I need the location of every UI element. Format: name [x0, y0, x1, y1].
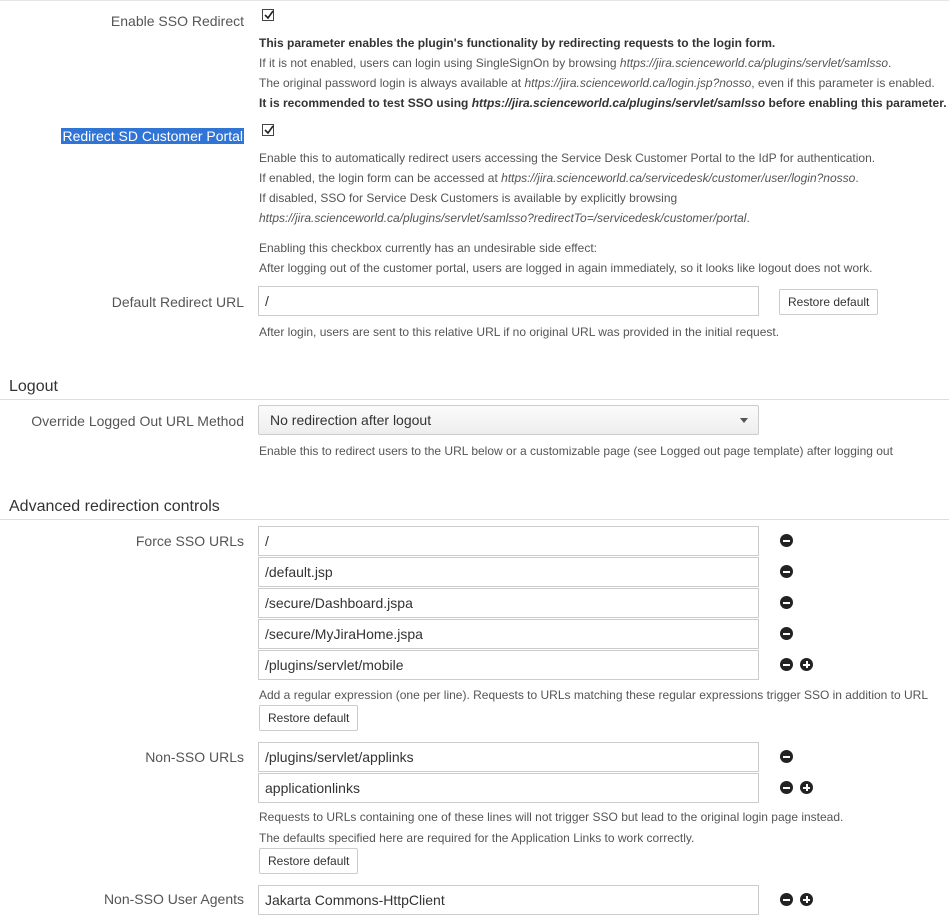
- non-sso-restore-button[interactable]: Restore default: [259, 848, 358, 874]
- default-redirect-url-input[interactable]: /: [258, 286, 759, 316]
- sd-portal-desc-4: https://jira.scienceworld.ca/plugins/servlet/samlsso?redirectTo=/servicedesk/customer/portal.: [259, 211, 750, 225]
- sso-redirect-desc-3: The original password login is always available at https://jira.scienceworld.ca/login.jsp?nosso, even if this parameter is enabled.: [259, 76, 935, 90]
- plus-circle-icon[interactable]: [800, 658, 813, 671]
- minus-circle-icon[interactable]: [780, 893, 793, 906]
- non-sso-url-input[interactable]: applicationlinks: [258, 773, 759, 803]
- checkbox-checked-icon: [264, 10, 274, 20]
- advanced-heading: Advanced redirection controls: [9, 498, 220, 515]
- logout-divider: [0, 399, 949, 400]
- force-sso-url-input[interactable]: /secure/MyJiraHome.jspa: [258, 619, 759, 649]
- sd-portal-desc-2: If enabled, the login form can be accessed at https://jira.scienceworld.ca/servicedesk/customer/user/login?nosso.: [259, 171, 859, 185]
- minus-circle-icon[interactable]: [780, 658, 793, 671]
- override-logout-value: No redirection after logout: [270, 412, 432, 428]
- default-redirect-desc: After login, users are sent to this relative URL if no original URL was provided in the initial request.: [259, 325, 780, 339]
- non-sso-user-agents-label: Non-SSO User Agents: [103, 891, 244, 907]
- plus-circle-icon[interactable]: [800, 893, 813, 906]
- force-sso-url-input[interactable]: /plugins/servlet/mobile: [258, 650, 759, 680]
- enable-sso-redirect-checkbox[interactable]: [262, 9, 274, 21]
- minus-circle-icon[interactable]: [780, 534, 793, 547]
- logout-heading: Logout: [9, 378, 58, 395]
- minus-circle-icon[interactable]: [780, 781, 793, 794]
- non-sso-urls-label: Non-SSO URLs: [145, 749, 244, 765]
- checkbox-checked-icon: [264, 125, 274, 135]
- override-logout-select[interactable]: [258, 405, 759, 435]
- minus-circle-icon[interactable]: [780, 596, 793, 609]
- sd-portal-desc-1: Enable this to automatically redirect users accessing the Service Desk Customer Portal to the IdP for authentication.: [259, 151, 876, 165]
- override-logout-label: Override Logged Out URL Method: [31, 413, 244, 429]
- plus-circle-icon[interactable]: [800, 781, 813, 794]
- non-sso-user-agent-input[interactable]: Jakarta Commons-HttpClient: [258, 885, 759, 915]
- redirect-sd-portal-label: Redirect SD Customer Portal: [62, 128, 243, 144]
- minus-circle-icon[interactable]: [780, 627, 793, 640]
- non-sso-url-input[interactable]: /plugins/servlet/applinks: [258, 742, 759, 772]
- enable-sso-redirect-label: Enable SSO Redirect: [110, 13, 244, 29]
- force-sso-url-input[interactable]: /: [258, 526, 759, 556]
- sso-redirect-desc-1: This parameter enables the plugin's functionality by redirecting requests to the login form.: [259, 36, 776, 50]
- default-redirect-url-label: Default Redirect URL: [111, 294, 244, 310]
- redirect-sd-portal-checkbox[interactable]: [262, 124, 274, 136]
- override-logout-desc: Enable this to redirect users to the URL below or a customizable page (see Logged out page template) after logging out: [259, 444, 893, 458]
- advanced-divider: [0, 519, 949, 520]
- top-divider: [0, 0, 949, 1]
- sd-portal-desc-3: If disabled, SSO for Service Desk Customers is available by explicitly browsing: [259, 191, 678, 205]
- sso-redirect-desc-2: If it is not enabled, users can login using SingleSignOn by browsing https://jira.scienceworld.ca/plugins/servlet/samlsso.: [259, 56, 892, 70]
- chevron-down-icon: [740, 418, 748, 423]
- force-sso-urls-label: Force SSO URLs: [135, 533, 244, 549]
- minus-circle-icon[interactable]: [780, 565, 793, 578]
- non-sso-desc-1: Requests to URLs containing one of these lines will not trigger SSO but lead to the original login page instead.: [259, 810, 844, 824]
- default-redirect-restore-button[interactable]: Restore default: [779, 289, 878, 315]
- force-sso-desc: Add a regular expression (one per line). Requests to URLs matching these regular expressions trigger SSO in addition to URL: [259, 688, 929, 702]
- non-sso-desc-2: The defaults specified here are required for the Application Links to work correctly.: [259, 831, 695, 845]
- force-sso-url-input[interactable]: /default.jsp: [258, 557, 759, 587]
- sso-redirect-desc-4: It is recommended to test SSO using https://jira.scienceworld.ca/plugins/servlet/samlsso before enabling this parameter.: [259, 96, 947, 110]
- minus-circle-icon[interactable]: [780, 750, 793, 763]
- sd-portal-desc-5: Enabling this checkbox currently has an undesirable side effect:: [259, 241, 597, 255]
- force-sso-url-input[interactable]: /secure/Dashboard.jspa: [258, 588, 759, 618]
- force-sso-restore-button[interactable]: Restore default: [259, 705, 358, 731]
- sd-portal-desc-6: After logging out of the customer portal, users are logged in again immediately, so it looks like logout does not work.: [259, 261, 873, 275]
